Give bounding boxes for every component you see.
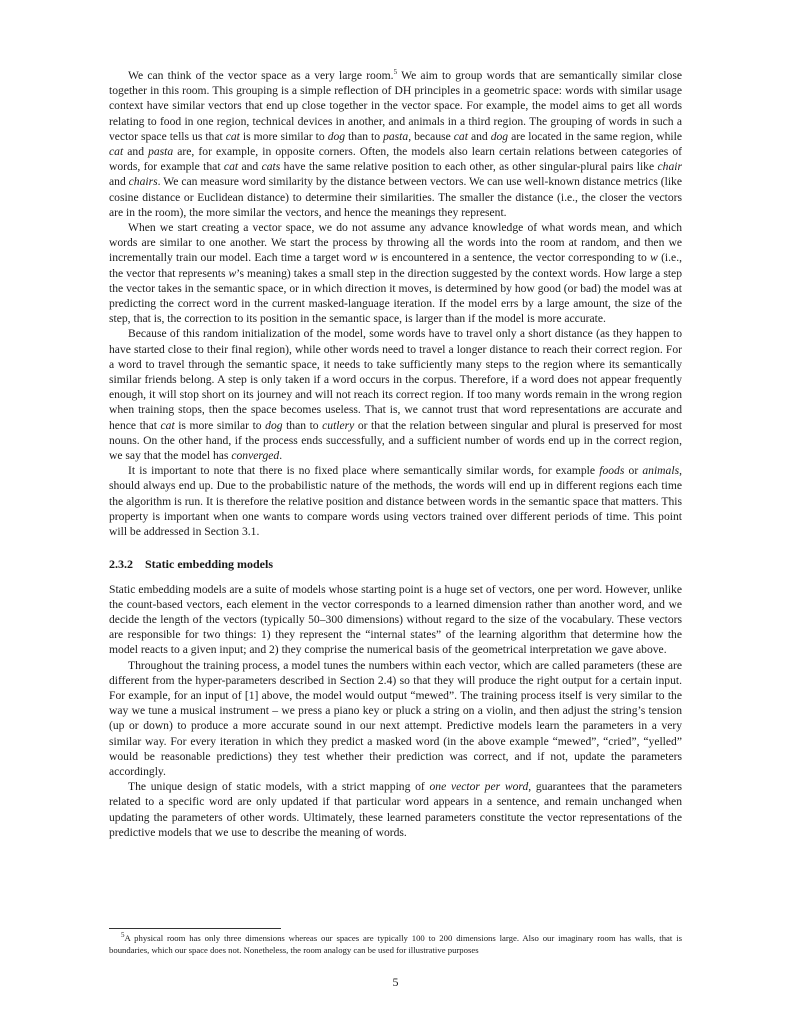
section-heading <box>109 557 682 572</box>
emphasis: cat <box>453 129 468 143</box>
emphasis: cutlery <box>322 418 355 432</box>
text-run: Because of this random initialization of the model, some words have to travel only a short distance (as they happen to have started close to their final region), while other words need to travel a longer distance to reach their correct region. For a word to travel through the semantic space, it needs to take sufficiently many steps to the region where its semantically similar friends belong. A step is only taken if a word occurs in the corpus. Therefore, if a word does not appear frequently enough, it will stop short on its journey and will not reach its correct region. If too many words remain in the wrong region when training stops, then the space becomes useless. That is, we cannot trust that word representations are accurate and hence that <box>109 327 682 432</box>
text-run: , guarantees that the parameters related to a specific word are only updated if that particular word appears in a sentence, and remain unchanged when updating the parameters of other words. Ultimately, these learned parameters constitute the vector representations of the predictive models that we use to describe the meaning of words. <box>109 780 683 839</box>
emphasis: w <box>650 251 658 265</box>
text-run: The unique design of static models, with a strict mapping of <box>128 780 430 794</box>
text-run: , should always end up. Due to the probabilistic nature of the methods, the words will end up in different regions each time the algorithm is run. It is therefore the relative position and distance between words in the semantic space that matters. This property is important when one wants to compare words using vectors trained over different periods of time. This point will be addressed in Section 3.1. <box>109 464 682 539</box>
footnote-marker: 5 <box>121 931 125 940</box>
text-run: and <box>109 175 129 189</box>
text-run: are located in the same region, while <box>508 129 682 143</box>
paragraph <box>109 582 682 658</box>
emphasis: cats <box>261 160 281 174</box>
footnote-ref: 5 <box>393 68 398 77</box>
section-2-3-2-body <box>109 582 682 840</box>
text-run: and <box>467 129 491 143</box>
paragraph <box>109 68 682 220</box>
emphasis: w <box>369 251 378 265</box>
text-run: is more similar to <box>239 129 328 143</box>
page-body <box>109 68 682 840</box>
footnote <box>109 932 682 956</box>
text-run: than to <box>345 129 384 143</box>
emphasis: pasta <box>383 129 409 143</box>
text-run: When we start creating a vector space, we do not assume any advance knowledge of what words mean, and which words are similar to one another. We start the process by throwing all the words into the room at random, and then we incrementally train our model. Each time a target word <box>109 221 682 265</box>
page-number: 5 <box>392 975 399 989</box>
footnote-rule <box>109 928 281 929</box>
text-run: . We can measure word similarity by the distance between vectors. We can use well-known distance metrics (like cosine distance or Euclidean distance) to determine their similarities. The smaller the distance (i.e., the closer the vectors are in the room), the more similar the vectors, and hence the meanings they represent. <box>109 175 682 219</box>
emphasis: chair <box>657 160 682 174</box>
emphasis: chairs <box>128 175 158 189</box>
text-run: , because <box>408 129 454 143</box>
paragraph <box>109 220 682 326</box>
paragraph <box>109 779 682 840</box>
section-number: 2.3.2 <box>109 557 133 572</box>
paragraph <box>109 326 682 463</box>
text-run: Static embedding models are a suite of models whose starting point is a huge set of vectors, one per word. However, unlike the count-based vectors, each element in the vector corresponds to a learned dimension rather than another word, and we decide the length of the vectors (typically 50–300 dimensions) without regard to the size of the vocabulary. These vectors are responsible for two things: 1) they represent the “internal states” of the learning algorithm that determine how the model reacts to a given input; and 2) they comprise the numerical basis of the geometrical interpretation we gave above. <box>109 582 682 657</box>
text-run: or <box>624 464 643 478</box>
footnote-text: A physical room has only three dimensions whereas our spaces are typically 100 to 200 dimensions large. Also our imaginary room has walls, that is boundaries, which our space does not. Nonetheless, the room analogy can be used for illustrative purposes <box>109 933 682 955</box>
text-run: or that the relation between singular and plural is preserved for most nouns. On the other hand, if the process ends successfully, and a sufficient number of words end up in the correct region, we say that the model has <box>109 418 682 463</box>
emphasis: animals <box>642 464 680 478</box>
emphasis: one vector per word <box>429 780 529 794</box>
text-run: (i.e., the vector that represents <box>109 251 682 280</box>
emphasis: dog <box>490 129 509 143</box>
emphasis: cat <box>109 145 124 159</box>
text-run: . <box>279 449 283 463</box>
emphasis: cat <box>223 160 239 174</box>
emphasis: dog <box>327 129 346 143</box>
emphasis: cat <box>160 418 175 432</box>
text-run: is more similar to <box>174 418 266 432</box>
text-run: It is important to note that there is no fixed place where semantically similar words, for example <box>128 464 600 478</box>
paragraph <box>109 463 682 539</box>
text-run: Throughout the training process, a model tunes the numbers within each vector, which are called parameters (these are different from the hyper-parameters described in Section 2.4) so that they will produce the right output for a certain input. For example, for an input of [1] above, the model would output “mewed”. The training process itself is very similar to the way we tune a musical instrument – we press a piano key or pluck a string on a violin, and then adjust the string’s tension (up or down) to produce a more accurate sound in our next attempt. Predictive models learn the parameters in a very similar way. For every iteration in which they predict a masked word (in the above example “mewed”, “cried”, “yelled” would be reasonable predictions) they test whether their prediction was correct, and if not, update the parameters accordingly. <box>109 658 682 778</box>
emphasis: dog <box>265 418 283 432</box>
text-run: We aim to group words that are semantically similar close together in this room. This grouping is a simple reflection of DH principles in a geometric space: words with similar usage context have similar vectors that end up close together in the vector space. For example, the model aims to get all words relating to food in one region, technical devices in another, and animals in a third region. The grouping of words in such a vector space tells us that <box>109 69 682 143</box>
emphasis: converged <box>231 449 280 463</box>
text-run: have the same relative position to each other, as other singular-plural pairs like <box>280 160 658 174</box>
text-run: ’s meaning) takes a small step in the direction suggested by the context words. How large a step the vector takes in the semantic space, or in which direction it moves, is determined by how good (or bad) the model was at predicting the correct word in the current masked-language iteration. If the model errs by a large amount, the size of the step, that is, the correction to its position in the semantic space, is larger than if the model is more accurate. <box>109 266 682 326</box>
paragraph <box>109 658 682 780</box>
emphasis: foods <box>599 464 625 478</box>
text-run: is encountered in a sentence, the vector corresponding to <box>377 251 651 265</box>
text-run: and <box>123 145 149 159</box>
text-run: We can think of the vector space as a very large room. <box>128 69 394 82</box>
emphasis: cat <box>225 129 240 143</box>
text-run: than to <box>282 418 323 432</box>
section-title: Static embedding models <box>145 557 274 572</box>
emphasis: pasta <box>148 145 174 159</box>
text-run: are, for example, in opposite corners. Often, the models also learn certain relations between categories of words, for example that <box>109 145 683 174</box>
emphasis: w <box>228 266 237 280</box>
text-run: and <box>238 160 262 174</box>
section-2-3-1-continued <box>109 68 682 539</box>
